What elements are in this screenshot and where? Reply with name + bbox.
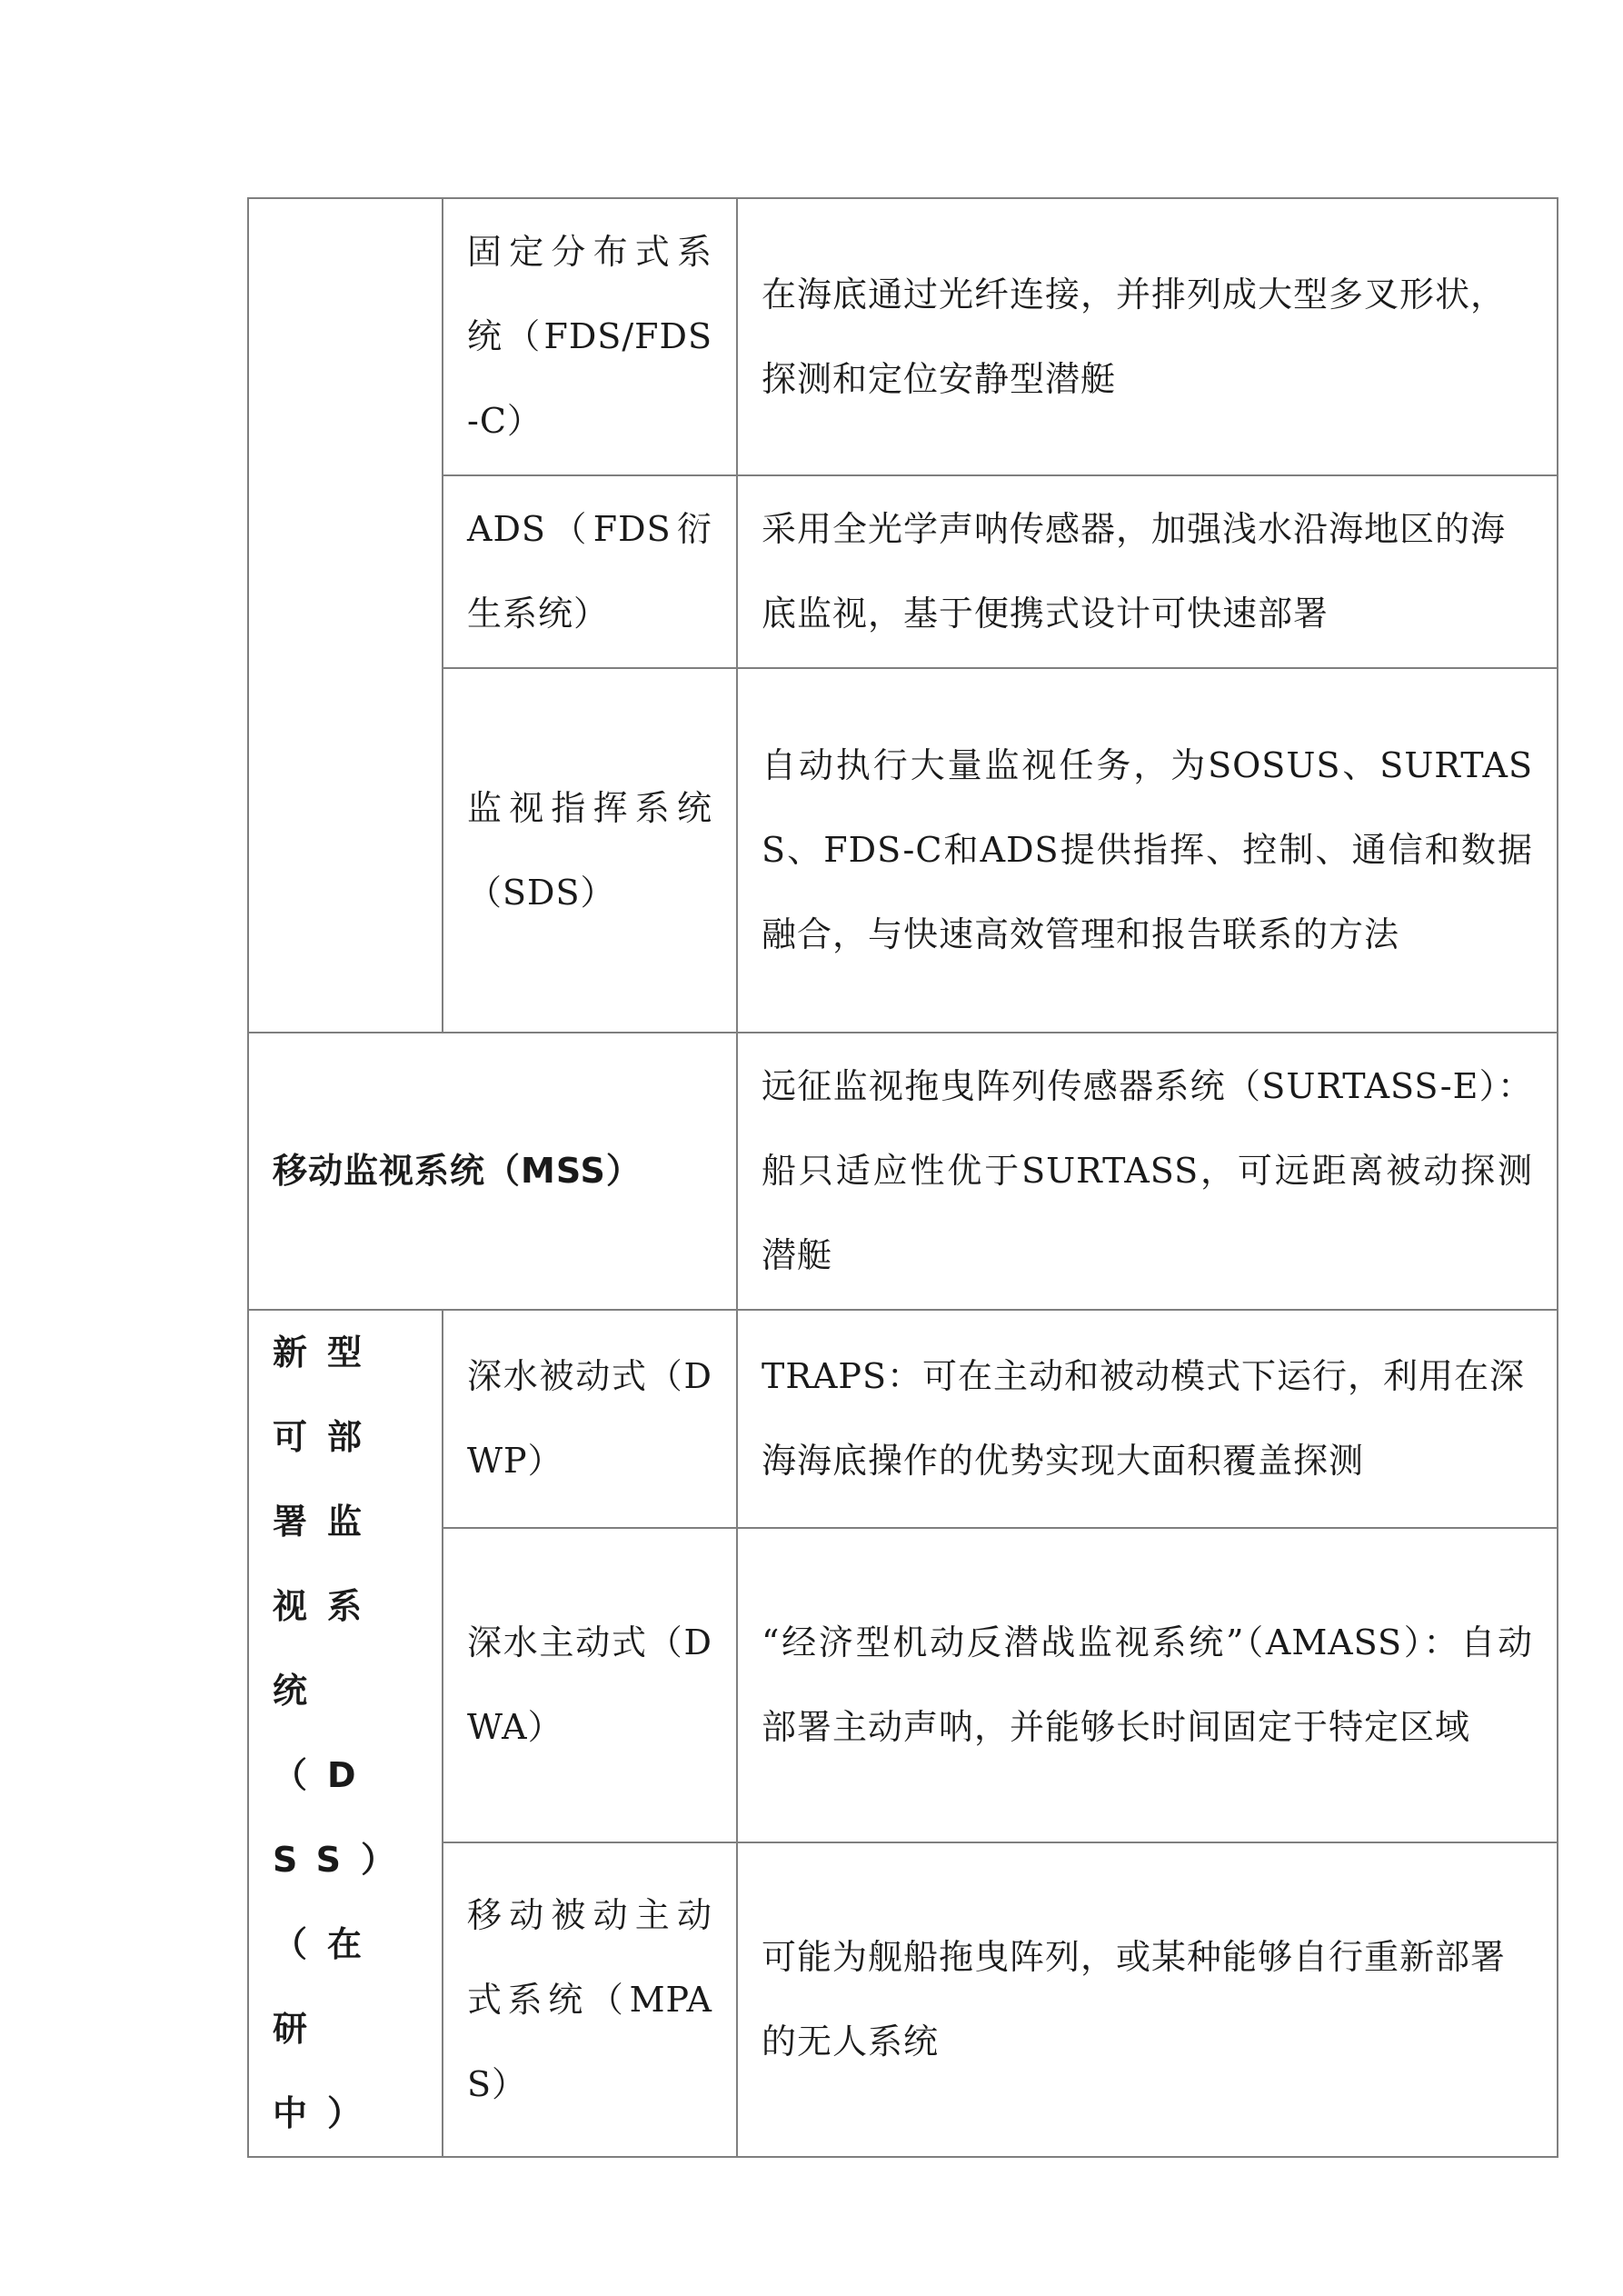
system-description-cell: 自动执行大量监视任务，为SOSUS、SURTASS、FDS-C和ADS提供指挥、控制、通信和数据融合，与快速高效管理和报告联系的方法 [737,668,1558,1033]
system-name-cell: 监视指挥系统（SDS） [443,668,737,1033]
table-row [248,198,1558,475]
system-name-cell: ADS（FDS衍生系统） [443,475,737,668]
system-name-cell: 深水主动式（DWA） [443,1528,737,1842]
category-label: 新型可部署监视系统（DSS）（在研中） [248,1310,443,2157]
table-row [248,1528,1558,1842]
system-name-cell: 固定分布式系统（FDS/FDS-C） [443,198,737,475]
system-description-cell: 远征监视拖曳阵列传感器系统（SURTASS-E）：船只适应性优于SURTASS，可远距离被动探测潜艇 [737,1033,1558,1310]
category-label: 移动监视系统（MSS） [248,1033,737,1310]
system-description-cell: 采用全光学声呐传感器，加强浅水沿海地区的海底监视，基于便携式设计可快速部署 [737,475,1558,668]
table-row [248,1033,1558,1310]
system-description-cell: TRAPS：可在主动和被动模式下运行，利用在深海海底操作的优势实现大面积覆盖探测 [737,1310,1558,1528]
table-row [248,668,1558,1033]
system-description-cell: 可能为舰船拖曳阵列，或某种能够自行重新部署的无人系统 [737,1842,1558,2157]
system-name-cell: 移动被动主动式系统（MPAS） [443,1842,737,2157]
table-row [248,1310,1558,1528]
system-description-cell: “经济型机动反潜战监视系统”（AMASS）：自动部署主动声呐，并能够长时间固定于特定区域 [737,1528,1558,1842]
table-row [248,1842,1558,2157]
system-name-cell: 深水被动式（DWP） [443,1310,737,1528]
category-cell-empty [248,198,443,1033]
system-description-cell: 在海底通过光纤连接，并排列成大型多叉形状，探测和定位安静型潜艇 [737,198,1558,475]
systems-table [247,197,1558,2158]
table-row [248,475,1558,668]
